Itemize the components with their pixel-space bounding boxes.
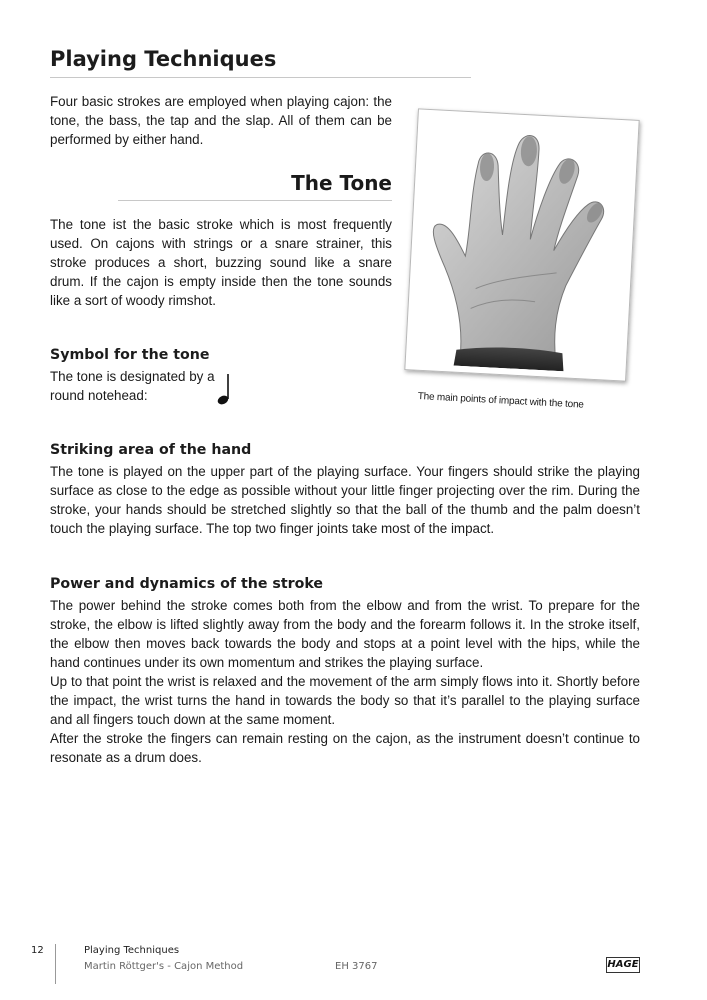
power-paragraph-1: The power behind the stroke comes both from the elbow and from the wrist. To prepare for the stroke, the elbow is lifted slightly away from the body and the forearm follows it. In the stroke itself, the elbow then moves back towards the body and stops at a point level with the hips, while the hand continues under its own momentum and strikes the playing surface. [50,598,640,670]
striking-paragraph: The tone is played on the upper part of the playing surface. Your fingers should strike the playing surface as close to the edge as possible without your little finger projecting over the rim. During the stroke, your hands should be stretched slightly so that the ball of the thumb and the palm doesn’t touch the playing surface. The top two finger joints take most of the impact. [50,464,640,536]
footer-book: Martin Röttger's - Cajon Method [84,961,244,972]
footer-divider [55,944,56,984]
quarter-note-icon [214,372,232,406]
intro-paragraph: Four basic strokes are employed when playing cajon: the tone, the bass, the tap and the slap. All of them can be performed by either hand. [50,94,392,147]
page-number: 12 [31,945,44,956]
title-rule [50,77,471,78]
publisher-logo: HAGE [606,957,640,973]
footer-chapter: Playing Techniques [84,945,180,956]
symbol-paragraph: The tone is designated by a round notehead: [50,369,215,403]
page-title: Playing Techniques [50,47,277,71]
hand-photo [404,108,639,381]
symbol-heading: Symbol for the tone [50,347,210,363]
power-paragraph-2: Up to that point the wrist is relaxed and the movement of the arm simply flows into it. Shortly before the impact, the wrist turns the hand in towards the body so that it’s parallel to the playing surface and all fingers touch down at the same moment. [50,674,640,727]
tone-paragraph: The tone ist the basic stroke which is most frequently used. On cajons with strings or a snare strainer, this stroke produces a short, buzzing sound like a snare drum. If the cajon is empty inside then the tone sounds like a sort of woody rimshot. [50,217,392,308]
photo-caption: The main points of impact with the tone [417,391,584,411]
section-heading: The Tone [291,171,392,195]
hand-illustration [412,116,633,375]
striking-heading: Striking area of the hand [50,442,252,458]
footer-code: EH 3767 [335,961,378,972]
power-paragraph-3: After the stroke the fingers can remain resting on the cajon, as the instrument doesn’t continue to resonate as a drum does. [50,731,640,765]
power-heading: Power and dynamics of the stroke [50,576,324,592]
section-rule [118,200,392,201]
